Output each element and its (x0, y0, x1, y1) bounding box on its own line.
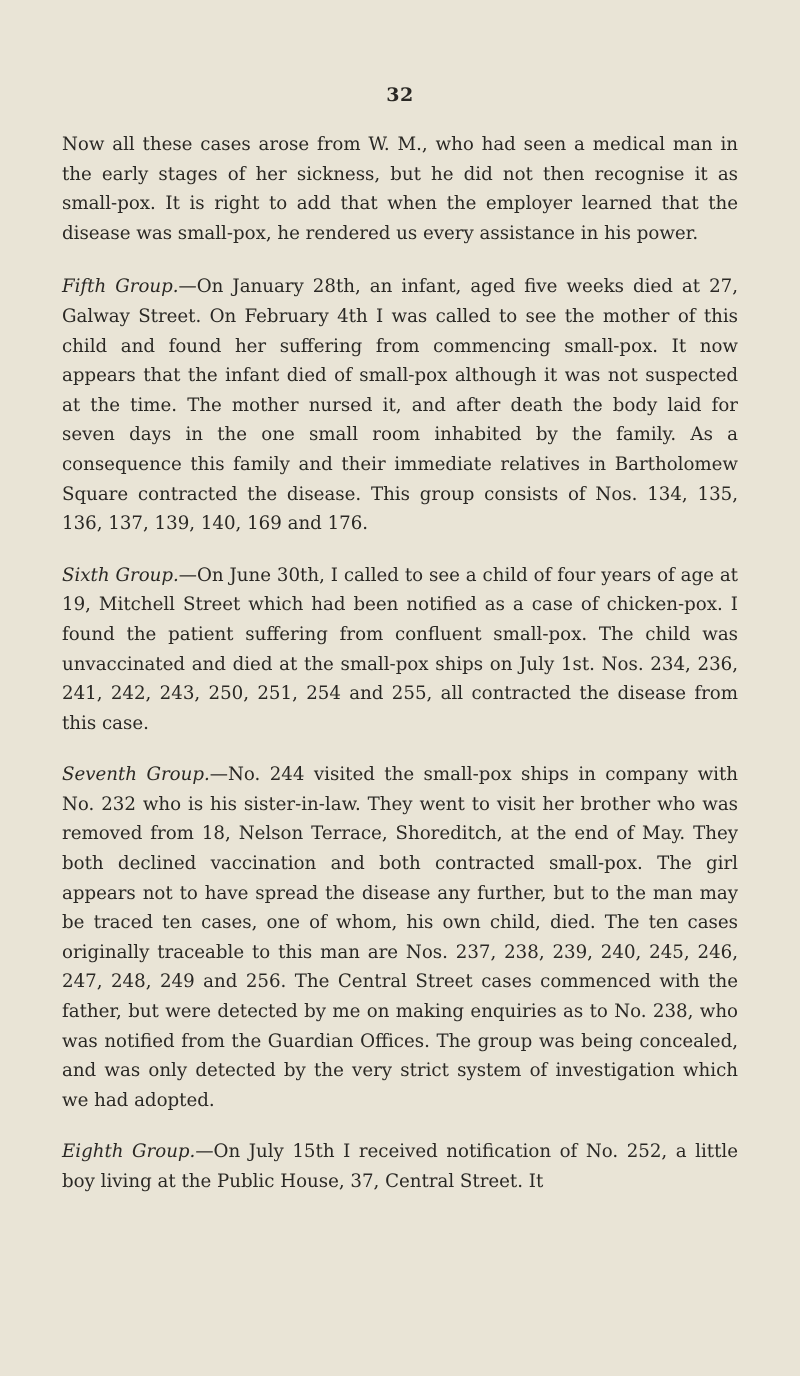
group-heading: Sixth Group. (62, 564, 179, 586)
group-heading: Seventh Group. (62, 764, 210, 786)
paragraph-seventh-group (62, 760, 738, 1115)
paragraph-fifth-group (62, 272, 738, 538)
group-heading: Fifth Group. (62, 276, 179, 298)
paragraph-text: —No. 244 visited the small-pox ships in company with No. 232 who is his sister-in-law. They went to visit her brother who was removed from 18, Nelson Terrace, Shoreditch, at the end of May. They both declined vaccination and both contracted small-pox. The girl appears not to have spread the disease any further, but to the man may be traced ten cases, one of whom, his own child, died. The ten cases originally traceable to this man are Nos. 237, 238, 239, 240, 245, 246, 247, 248, 249 and 256. The Central Street cases commenced with the father, but were detected by me on making enquiries as to No. 238, who was notified from the Guardian Offices. The group was being concealed, and was only detected by the very strict system of investigation which we had adopted. (62, 764, 739, 1111)
paragraph-text: —On June 30th, I called to see a child of four years of age at 19, Mitchell Street which had been notified as a case of chicken-pox. I found the patient suffering from confluent small-pox. The child was unvaccinated and died at the small-pox ships on July 1st. Nos. 234, 236, 241, 242, 243, 250, 251, 254 and 255, all contracted the disease from this case. (62, 564, 738, 734)
paragraph-intro (62, 130, 738, 248)
paragraph-sixth-group (62, 561, 738, 739)
paragraph-text: —On January 28th, an infant, aged five weeks died at 27, Galway Street. On February 4th I was called to see the mother of this child and found her suffering from commencing small-pox. It now appears that the infant died of small-pox although it was not suspected at the time. The mother nursed it, and after death the body laid for seven days in the one small room inhabited by the family. As a consequence this family and their immediate relatives in Bartholomew Square contracted the disease. This group consists of Nos. 134, 135, 136, 137, 139, 140, 169 and 176. (62, 276, 738, 535)
body-text (62, 130, 738, 1219)
page-number: 32 (386, 84, 414, 106)
paragraph-eighth-group (62, 1137, 738, 1196)
paragraph-text: —On July 15th I received notification of No. 252, a little boy living at the Public House, 37, Central Street. It (62, 1141, 738, 1192)
paragraph-text: Now all these cases arose from W. M., who had seen a medical man in the early stages of her sickness, but he did not then recognise it as small-pox. It is right to add that when the employer learned that the disease was small-pox, he rendered us every assistance in his power. (62, 134, 738, 244)
group-heading: Eighth Group. (62, 1141, 196, 1163)
